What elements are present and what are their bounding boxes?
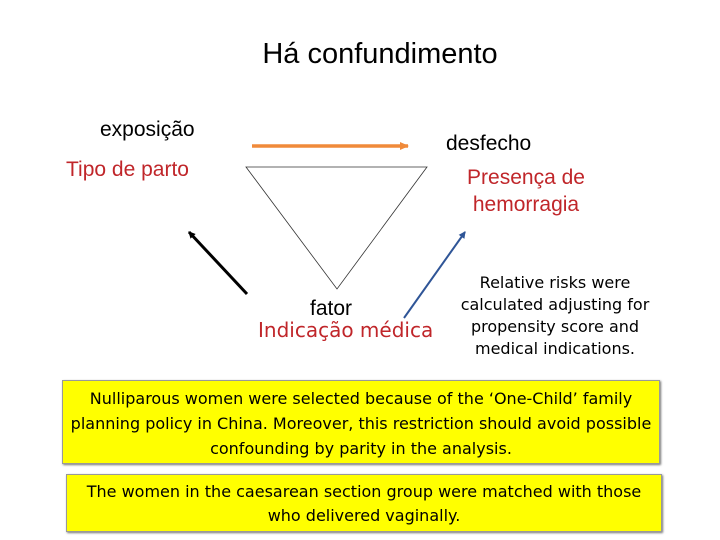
exposure-label: exposição bbox=[100, 118, 195, 141]
exposure-value: Tipo de parto bbox=[66, 158, 189, 181]
page-title: Há confundimento bbox=[262, 38, 498, 70]
nulliparous-note-box: Nulliparous women were selected because of the ‘One-Child’ family planning policy in China. Moreover, this restriction should avoid possible confounding by parity in the analysis. bbox=[62, 380, 660, 464]
matching-note-box: The women in the caesarean section group were matched with those who delivered vaginally. bbox=[66, 474, 662, 532]
arrow-factor-to-exposure bbox=[189, 232, 247, 294]
relative-risk-note: Relative risks were calculated adjusting for propensity score and medical indications. bbox=[460, 273, 650, 358]
outcome-value: Presença de hemorragia bbox=[467, 166, 585, 216]
factor-label: fator bbox=[310, 297, 353, 320]
factor-value: Indicação médica bbox=[258, 318, 434, 342]
outcome-label: desfecho bbox=[446, 132, 532, 155]
confounding-triangle bbox=[246, 167, 427, 289]
